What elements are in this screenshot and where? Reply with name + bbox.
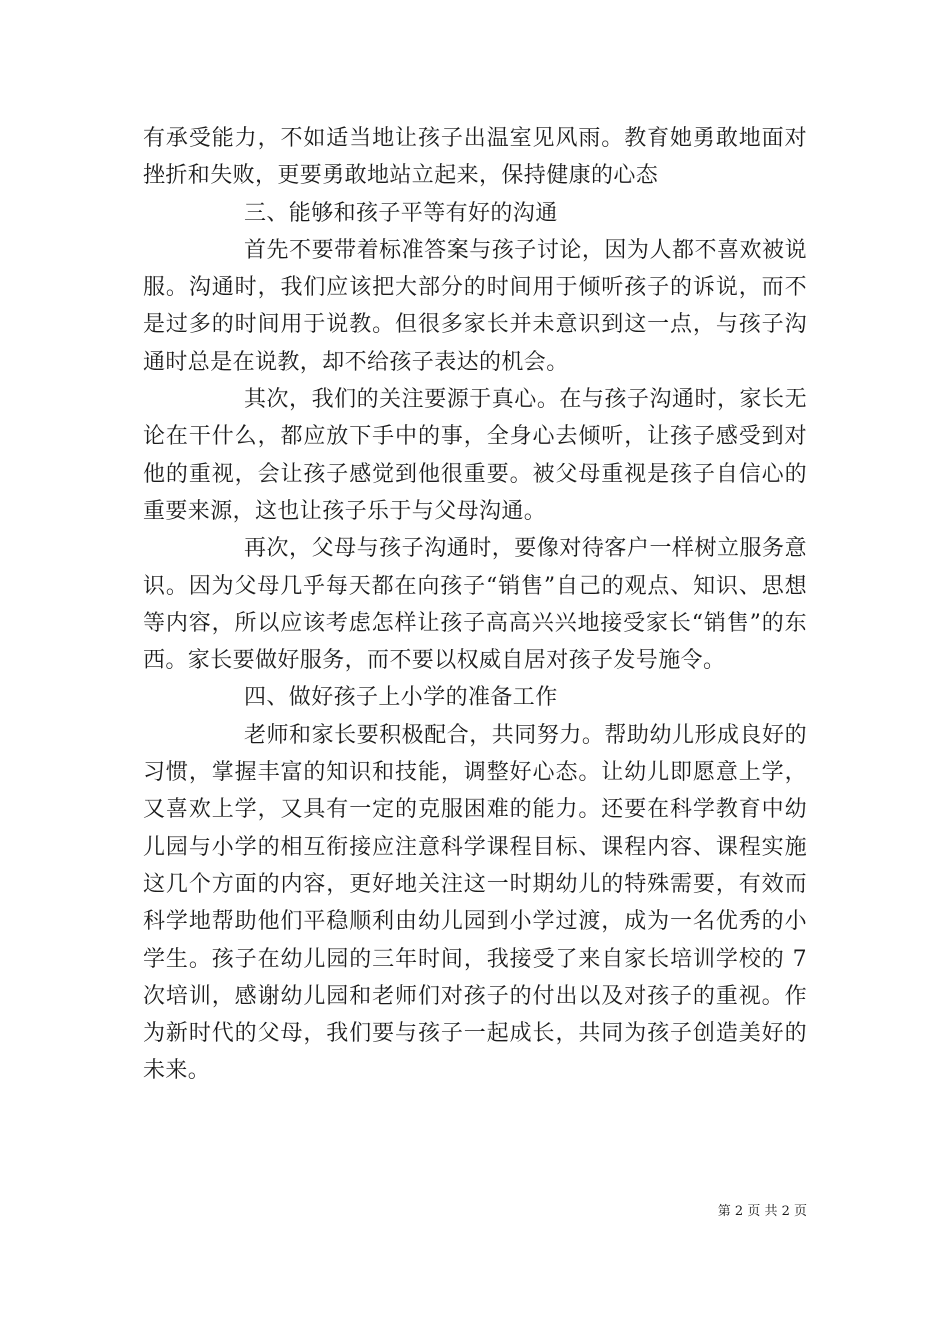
paragraph-third-point: 再次，父母与孩子沟通时，要像对待客户一样树立服务意识。因为父母几乎每天都在向孩子“销售”自己的观点、知识、思想等内容，所以应该考虑怎样让孩子高高兴兴地接受家长“销售”的东西。家长要做好服务，而不要以权威自居对孩子发号施令。 <box>143 536 807 674</box>
paragraph-second-point: 其次，我们的关注要源于真心。在与孩子沟通时，家长无论在干什么，都应放下手中的事，全身心去倾听，让孩子感受到对他的重视，会让孩子感觉到他很重要。被父母重视是孩子自信心的重要来源，这也让孩子乐于与父母沟通。 <box>143 387 807 524</box>
paragraph-first-point: 首先不要带着标准答案与孩子讨论，因为人都不喜欢被说服。沟通时，我们应该把大部分的时间用于倾听孩子的诉说，而不是过多的时间用于说教。但很多家长并未意识到这一点，与孩子沟通时总是在说教，却不给孩子表达的机会。 <box>143 237 807 375</box>
paragraph-continuation: 有承受能力，不如适当地让孩子出温室见风雨。教育她勇敢地面对挫折和失败，更要勇敢地站立起来，保持健康的心态 <box>143 126 807 189</box>
document-body <box>143 120 807 1090</box>
page-indicator: 第 2 页 共 2 页 <box>717 1204 807 1219</box>
paragraph-school-prep: 老师和家长要积极配合，共同努力。帮助幼儿形成良好的习惯，掌握丰富的知识和技能，调整好心态。让幼儿即愿意上学，又喜欢上学，又具有一定的克服困难的能力。还要在科学教育中幼儿园与小学的相互衔接应注意科学课程目标、课程内容、课程实施这几个方面的内容，更好地关注这一时期幼儿的特殊需要，有效而科学地帮助他们平稳顺利由幼儿园到小学过渡，成为一名优秀的小学生。孩子在幼儿园的三年时间，我接受了来自家长培训学校的 7 次培训，感谢幼儿园和老师们对孩子的付出以及对孩子的重视。作为新时代的父母，我们要与孩子一起成长，共同为孩子创造美好的未来。 <box>143 722 807 1084</box>
section-heading-communication: 三、能够和孩子平等有好的沟通 <box>244 200 558 226</box>
page-footer <box>718 1203 807 1221</box>
section-heading-school-prep: 四、做好孩子上小学的准备工作 <box>244 685 558 711</box>
